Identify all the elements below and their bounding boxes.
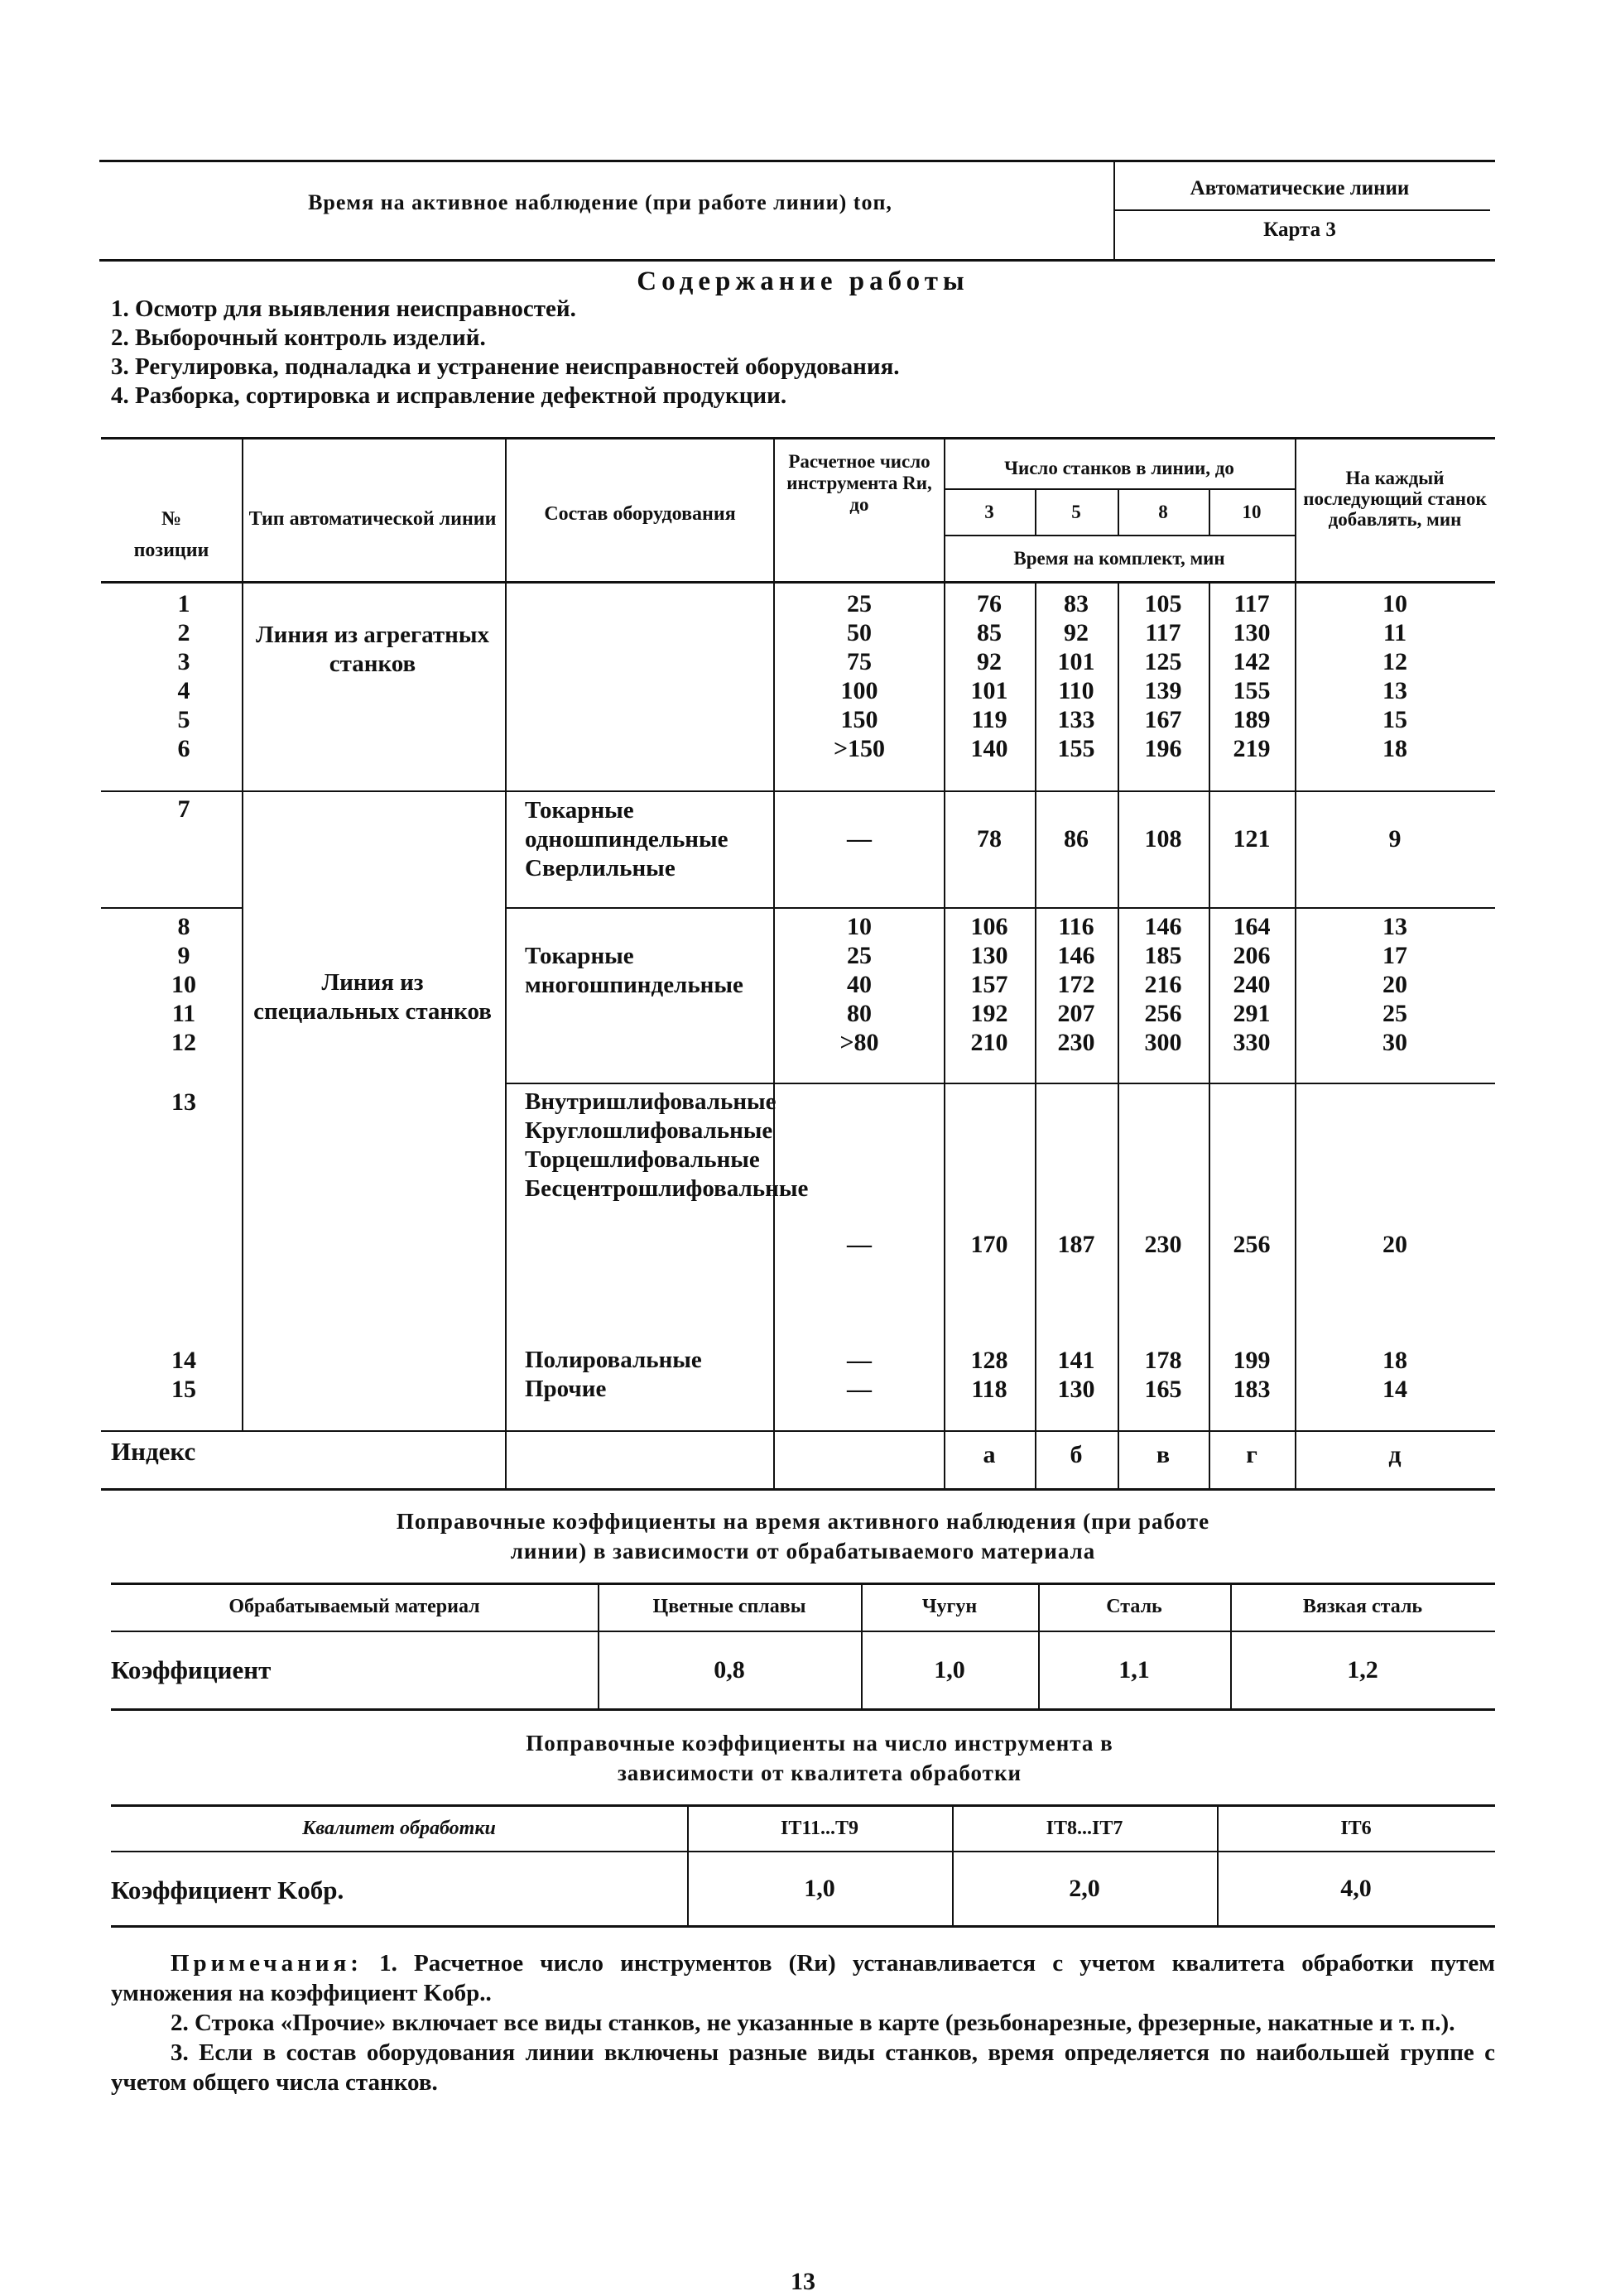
rows8-12-end-rule <box>505 1083 1495 1084</box>
work-item: 3. Регулировка, подналадка и устранение неисправностей оборудования. <box>111 353 900 380</box>
work-item: 2. Выборочный контроль изделий. <box>111 324 486 351</box>
time-8-row-7: 108 <box>1144 825 1182 853</box>
tolerance-coef-3: 4,0 <box>1340 1875 1372 1902</box>
material-nonferrous: Цветные сплавы <box>652 1596 806 1617</box>
counts-header-rule <box>944 535 1295 536</box>
extra-rows-1-6: 10 11 12 13 15 18 <box>1382 590 1407 762</box>
time-10-row-13: 256 <box>1233 1231 1271 1258</box>
header-count-3: 3 <box>984 502 994 522</box>
card-number: Карта 3 <box>1263 219 1336 241</box>
extra-row-7: 9 <box>1388 825 1402 853</box>
equipment-rows-8-12: Токарные многошпиндельные <box>525 943 743 998</box>
header-per-extra-machine: На каждый последующий станок добавлять, мин <box>1303 468 1487 530</box>
note-2: 2. Строка «Прочие» включает все виды станков, не указанные в карте (резьбонарезные, фрезерные, накатные и т. п.). <box>171 2010 1455 2036</box>
time-5-rows-1-6: 83 92 101 110 133 155 <box>1057 590 1095 762</box>
header-count-8: 8 <box>1158 502 1168 522</box>
time-3-rows-8-12: 106 130 157 192 210 <box>970 913 1008 1056</box>
material-table-bottom <box>111 1708 1495 1711</box>
time-8-rows-14-15: 178 165 <box>1144 1347 1182 1403</box>
time-8-row-13: 230 <box>1144 1231 1182 1258</box>
tolerance-table-bottom <box>111 1925 1495 1928</box>
tools-1-6: 25 50 75 100 150 >150 <box>833 590 886 762</box>
header-bottom-rule-main <box>101 581 1495 584</box>
index-label: Индекс <box>111 1437 196 1466</box>
material-steel: Сталь <box>1106 1596 1162 1617</box>
index-b: б <box>1070 1441 1083 1468</box>
work-content-title: Содержание работы <box>637 267 969 296</box>
index-a: а <box>983 1441 996 1468</box>
line-type-special: Линия из специальных станков <box>253 969 492 1025</box>
time-3-row-7: 78 <box>977 825 1002 853</box>
material-coef-nonferrous: 0,8 <box>714 1656 745 1684</box>
card-category: Автоматические линии <box>1190 177 1410 199</box>
time-10-rows-1-6: 117 130 142 155 189 219 <box>1233 590 1271 762</box>
time-8-rows-8-12: 146 185 216 256 300 <box>1144 913 1182 1056</box>
equipment-rows-14-15: Полировальные Прочие <box>525 1347 702 1402</box>
material-table-title: Поправочные коэффициенты на время активного наблюдения (при работе линии) в зависимости от обрабатываемого материала <box>396 1509 1210 1563</box>
equipment-row-7: Токарные одношпиндельные Сверлильные <box>525 797 728 881</box>
line-type-aggregate: Линия из агрегатных станков <box>256 622 489 677</box>
time-5-rows-14-15: 141 130 <box>1057 1347 1095 1403</box>
positions-14-15: 14 15 <box>171 1347 196 1403</box>
tolerance-header-label: Квалитет обработки <box>302 1818 496 1839</box>
main-table-bottom-rule <box>101 1488 1495 1491</box>
card-title: Время на активное наблюдение (при работе линии) tоп, <box>308 190 892 214</box>
tolerance-grade-2: IT8...IT7 <box>1046 1818 1123 1839</box>
extra-rows-14-15: 18 14 <box>1382 1347 1407 1403</box>
col-rule-type <box>505 437 507 1488</box>
row7-end-rule-left <box>101 907 242 909</box>
work-item: 1. Осмотр для выявления неисправностей. <box>111 295 576 322</box>
material-viscous-steel: Вязкая сталь <box>1302 1596 1423 1617</box>
col-rule-equipment <box>773 437 775 1488</box>
position-13: 13 <box>171 1088 196 1116</box>
row7-end-rule-right <box>505 907 1495 909</box>
material-coef-steel: 1,1 <box>1118 1656 1150 1684</box>
positions-8-12: 8 9 10 11 12 <box>171 913 196 1056</box>
tolerance-coef-1: 1,0 <box>804 1875 835 1902</box>
time-5-row-13: 187 <box>1057 1231 1095 1258</box>
material-table-top <box>111 1583 1495 1585</box>
notes-label: Примечания: <box>171 1950 363 1977</box>
notes <box>111 1948 1495 2097</box>
extra-row-13: 20 <box>1382 1231 1407 1258</box>
note-1 <box>111 1948 1495 2008</box>
main-table-top-rule <box>101 437 1495 440</box>
group1-end-rule <box>101 790 1495 792</box>
time-10-rows-8-12: 164 206 240 291 330 <box>1233 913 1271 1056</box>
header-tool-count: Расчетное число инструмента Rи, до <box>786 451 932 515</box>
tolerance-grade-1: IT11...T9 <box>780 1818 859 1839</box>
tools-8-12: 10 25 40 80 >80 <box>839 913 879 1056</box>
work-item: 4. Разборка, сортировка и исправление дефектной продукции. <box>111 382 787 409</box>
material-coef-viscous-steel: 1,2 <box>1347 1656 1378 1684</box>
tolerance-header-bottom <box>111 1851 1495 1852</box>
tools-row-7: — <box>847 825 872 853</box>
tolerance-grade-3: IT6 <box>1340 1818 1372 1839</box>
machines-header-rule <box>944 488 1295 490</box>
page-number: 13 <box>791 2268 815 2295</box>
time-5-row-7: 86 <box>1064 825 1089 853</box>
time-10-rows-14-15: 199 183 <box>1233 1347 1271 1403</box>
index-v: в <box>1156 1441 1171 1468</box>
header-top-rule <box>99 160 1495 162</box>
time-8-rows-1-6: 105 117 125 139 167 196 <box>1144 590 1182 762</box>
header-count-10: 10 <box>1242 502 1262 522</box>
tools-row-13: — <box>847 1231 872 1258</box>
header-equipment: Состав оборудования <box>544 503 736 525</box>
time-5-rows-8-12: 116 146 172 207 230 <box>1057 913 1095 1056</box>
tolerance-table-top <box>111 1804 1495 1807</box>
equipment-row-13: Внутришлифовальные Круглошлифовальные Торцешлифовальные Бесцентрошлифовальные <box>525 1088 809 1202</box>
position-7: 7 <box>177 795 190 823</box>
index-top-rule <box>101 1430 1495 1432</box>
work-content-list <box>111 295 1435 411</box>
header-bottom-rule <box>99 259 1495 262</box>
index-d: д <box>1388 1441 1402 1468</box>
header-count-5: 5 <box>1071 502 1081 522</box>
index-g: г <box>1246 1441 1257 1468</box>
note-1-text: 1. Расчетное число инструментов (Rи) устанавливается с учетом квалитета обработки путем умножения на коэффициент Kобр.. <box>111 1950 1495 2006</box>
time-10-row-7: 121 <box>1233 825 1271 853</box>
material-coefficient-label: Коэффициент <box>111 1655 272 1684</box>
header-machine-count: Число станков в линии, до <box>1004 458 1234 478</box>
time-3-row-13: 170 <box>970 1231 1008 1258</box>
header-mid-rule <box>1113 209 1490 211</box>
positions-1-6: 1 2 3 4 5 6 <box>177 590 190 762</box>
material-cast-iron: Чугун <box>921 1596 978 1617</box>
tools-14-15: — — <box>847 1347 872 1403</box>
material-header-bottom <box>111 1631 1495 1632</box>
header-time-per-set: Время на комплект, мин <box>1013 548 1225 569</box>
material-header-label: Обрабатываемый материал <box>228 1596 480 1617</box>
extra-rows-8-12: 13 17 20 25 30 <box>1382 913 1407 1056</box>
tolerance-coef-2: 2,0 <box>1069 1875 1100 1902</box>
header-position: № позиции <box>133 508 209 561</box>
time-3-rows-14-15: 128 118 <box>970 1347 1008 1403</box>
tolerance-table-title: Поправочные коэффициенты на число инструмента в зависимости от квалитета обработки <box>526 1731 1113 1785</box>
header-line-type: Тип автоматической линии <box>248 508 497 530</box>
material-coef-cast-iron: 1,0 <box>934 1656 965 1684</box>
time-3-rows-1-6: 76 85 92 101 119 140 <box>970 590 1008 762</box>
note-3: 3. Если в состав оборудования линии включены разные виды станков, время определяется по наибольшей группе с учетом общего числа станков. <box>111 2039 1495 2096</box>
tolerance-coefficient-label: Коэффициент Kобр. <box>111 1876 344 1905</box>
